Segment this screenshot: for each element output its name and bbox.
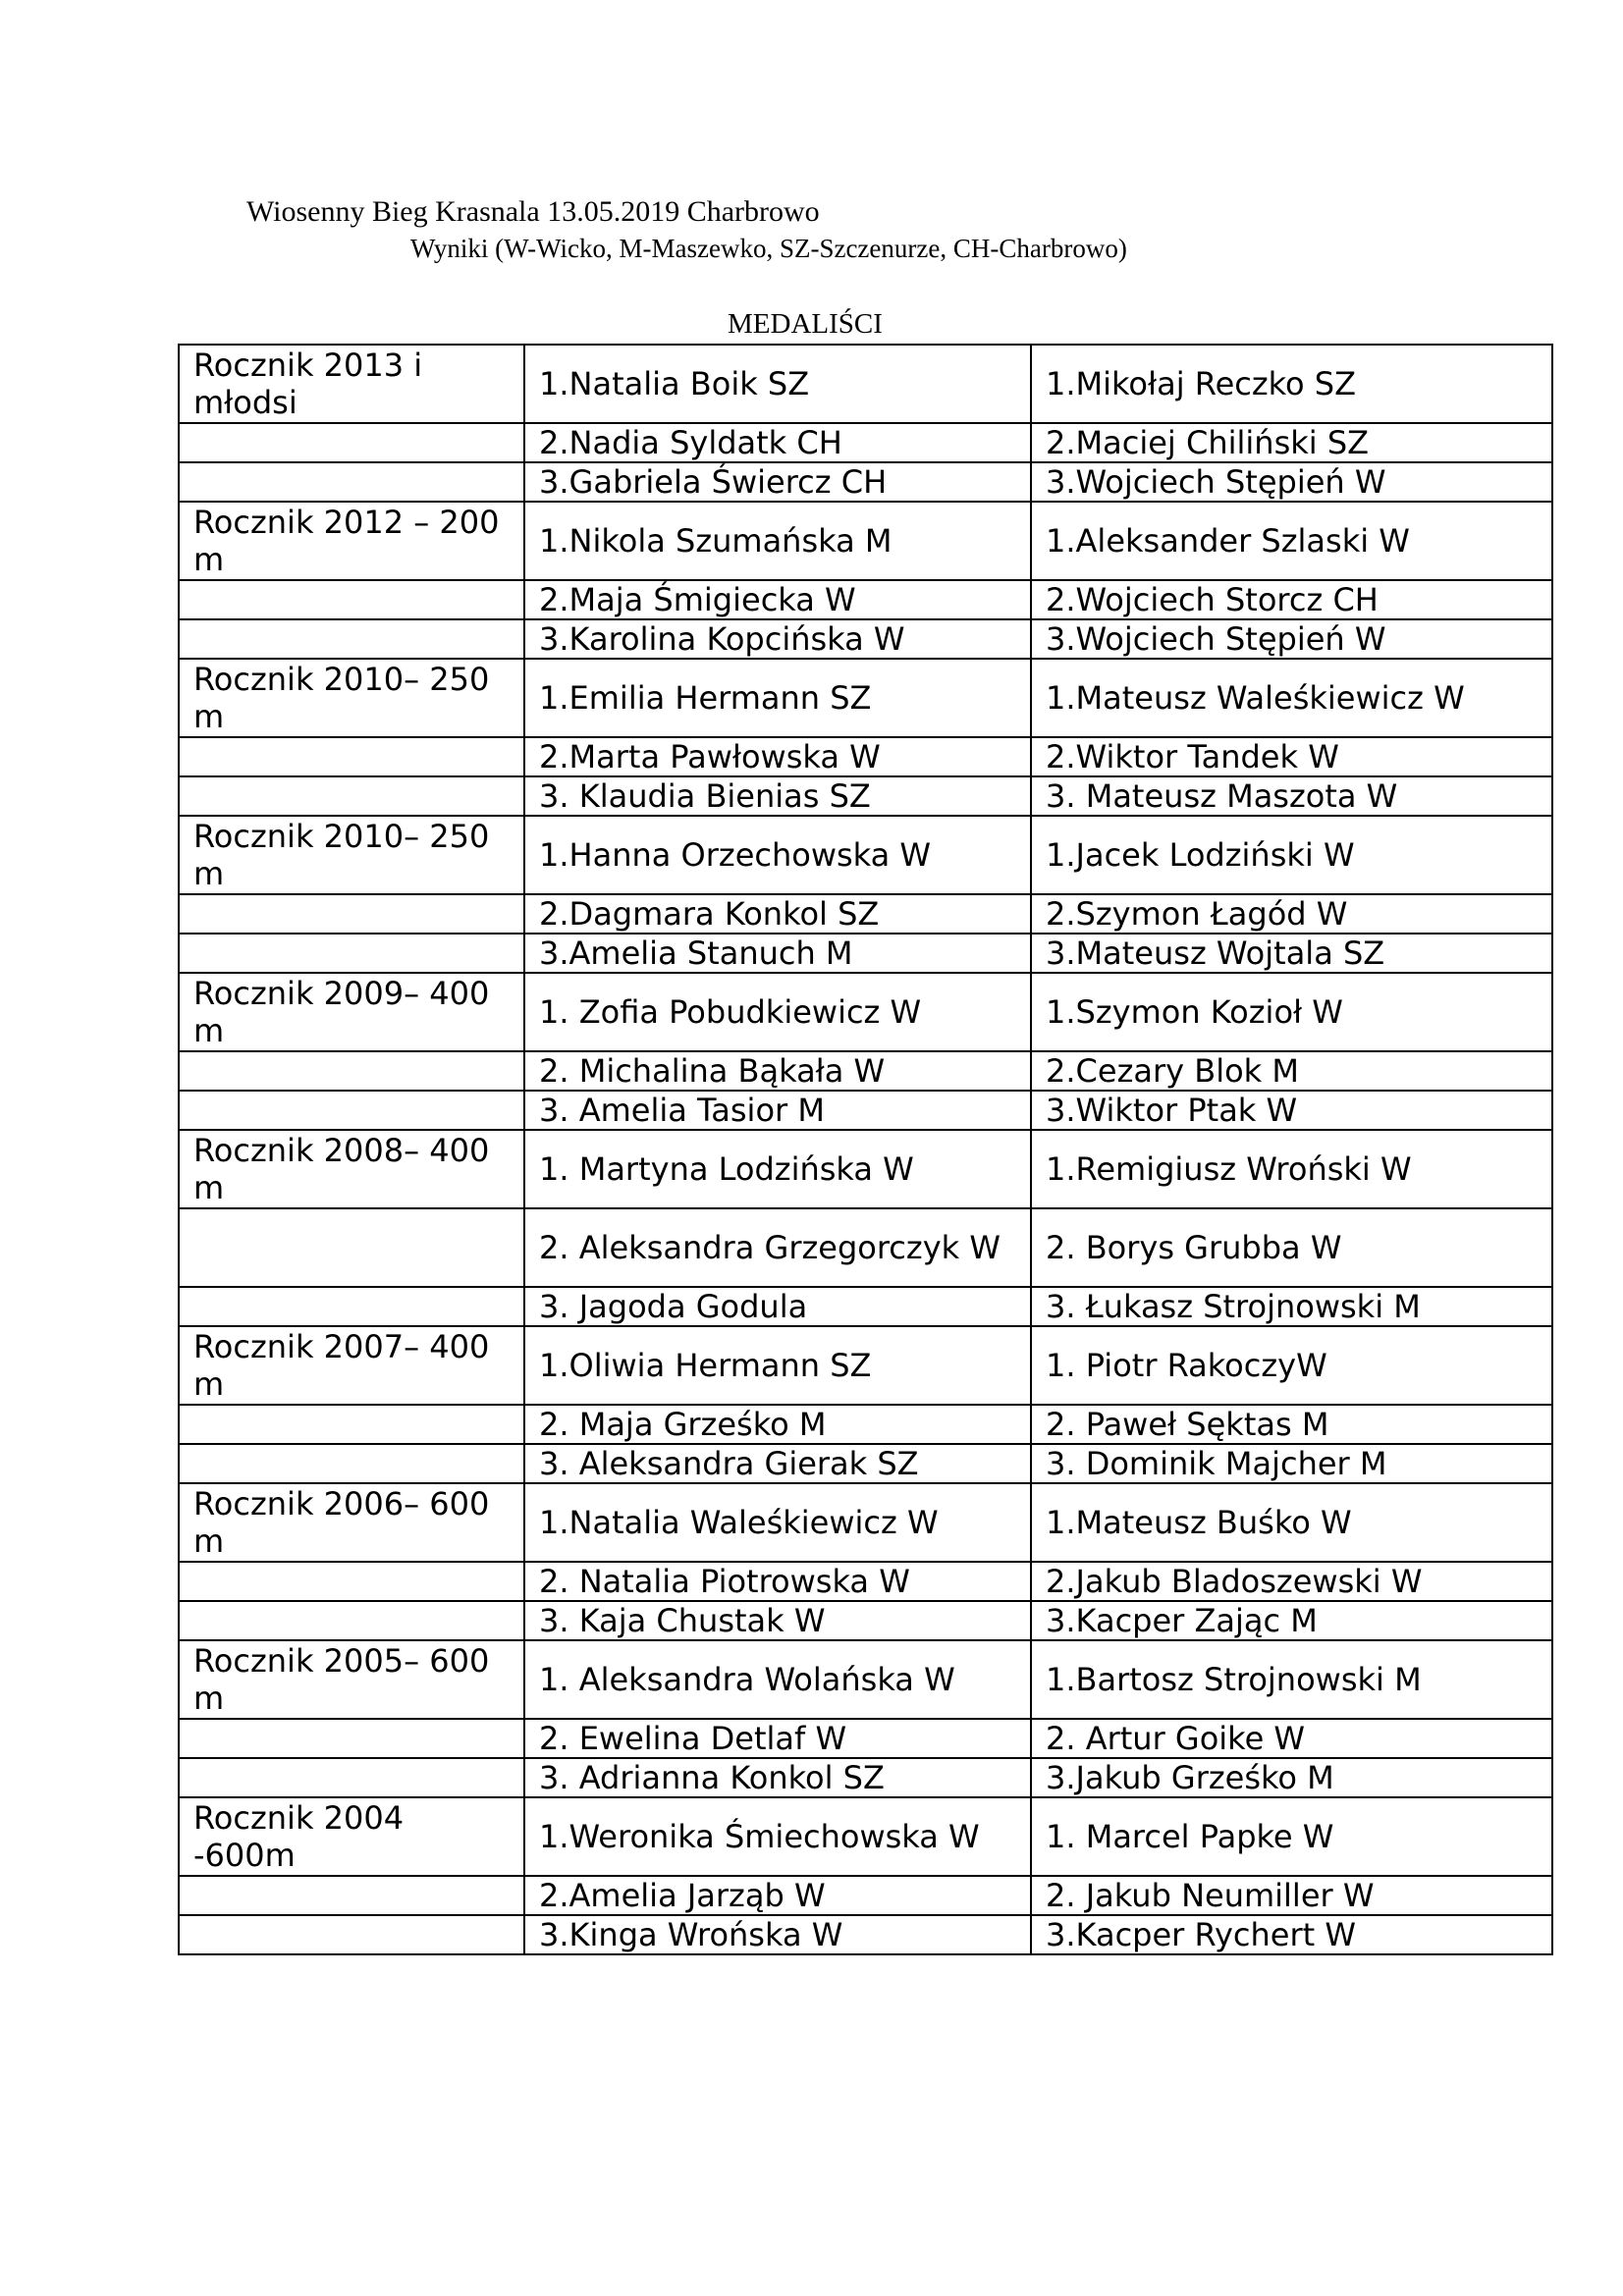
table-row <box>179 1326 1552 1405</box>
girl-medalist-cell: 1.Emilia Hermann SZ <box>524 659 1031 737</box>
empty-category-cell <box>179 1405 524 1444</box>
empty-category-cell <box>179 1091 524 1130</box>
empty-category-cell <box>179 1444 524 1483</box>
girl-medalist-cell: 1.Natalia Waleśkiewicz W <box>524 1483 1031 1562</box>
table-row <box>179 1758 1552 1797</box>
table-row <box>179 345 1552 423</box>
boy-medalist-cell: 2. Paweł Sęktas M <box>1031 1405 1552 1444</box>
empty-category-cell <box>179 1051 524 1091</box>
boy-medalist-cell: 3.Wojciech Stępień W <box>1031 462 1552 502</box>
boy-medalist-cell: 2. Borys Grubba W <box>1031 1208 1552 1287</box>
document-subtitle: Wyniki (W-Wicko, M-Maszewko, SZ-Szczenurze, CH-Charbrowo) <box>410 234 1127 263</box>
category-cell: Rocznik 2013 i młodsi <box>179 345 524 423</box>
boy-medalist-cell: 3.Wojciech Stępień W <box>1031 619 1552 659</box>
boy-medalist-cell: 2.Wiktor Tandek W <box>1031 737 1552 776</box>
document-title: Wiosenny Bieg Krasnala 13.05.2019 Charbrowo <box>246 195 820 228</box>
table-row <box>179 1562 1552 1601</box>
boy-medalist-cell: 3.Jakub Grześko M <box>1031 1758 1552 1797</box>
table-row <box>179 1915 1552 1954</box>
boy-medalist-cell: 2.Wojciech Storcz CH <box>1031 580 1552 619</box>
boy-medalist-cell: 2.Cezary Blok M <box>1031 1051 1552 1091</box>
table-row <box>179 776 1552 816</box>
category-cell: Rocznik 2004 -600m <box>179 1797 524 1876</box>
girl-medalist-cell: 3. Jagoda Godula <box>524 1287 1031 1326</box>
boy-medalist-cell: 3.Wiktor Ptak W <box>1031 1091 1552 1130</box>
girl-medalist-cell: 3.Amelia Stanuch M <box>524 934 1031 973</box>
boy-medalist-cell: 1. Piotr RakoczyW <box>1031 1326 1552 1405</box>
girl-medalist-cell: 1.Nikola Szumańska M <box>524 502 1031 580</box>
table-row <box>179 934 1552 973</box>
girl-medalist-cell: 1.Hanna Orzechowska W <box>524 816 1031 894</box>
boy-medalist-cell: 2.Maciej Chiliński SZ <box>1031 423 1552 462</box>
boy-medalist-cell: 2. Artur Goike W <box>1031 1719 1552 1758</box>
table-caption: MEDALIŚCI <box>728 308 883 340</box>
table-row <box>179 1483 1552 1562</box>
table-row <box>179 659 1552 737</box>
table-row <box>179 1719 1552 1758</box>
girl-medalist-cell: 2. Ewelina Detlaf W <box>524 1719 1031 1758</box>
table-row <box>179 1876 1552 1915</box>
empty-category-cell <box>179 462 524 502</box>
category-cell: Rocznik 2010– 250 m <box>179 659 524 737</box>
girl-medalist-cell: 1. Zofia Pobudkiewicz W <box>524 973 1031 1051</box>
boy-medalist-cell: 1.Aleksander Szlaski W <box>1031 502 1552 580</box>
boy-medalist-cell: 1.Mateusz Buśko W <box>1031 1483 1552 1562</box>
boy-medalist-cell: 2.Jakub Bladoszewski W <box>1031 1562 1552 1601</box>
table-row <box>179 894 1552 934</box>
table-row <box>179 580 1552 619</box>
boy-medalist-cell: 3. Mateusz Maszota W <box>1031 776 1552 816</box>
girl-medalist-cell: 2. Natalia Piotrowska W <box>524 1562 1031 1601</box>
girl-medalist-cell: 2.Nadia Syldatk CH <box>524 423 1031 462</box>
empty-category-cell <box>179 1562 524 1601</box>
table-row <box>179 1601 1552 1640</box>
girl-medalist-cell: 1.Oliwia Hermann SZ <box>524 1326 1031 1405</box>
table-row <box>179 1797 1552 1876</box>
table-row <box>179 1287 1552 1326</box>
empty-category-cell <box>179 423 524 462</box>
medalists-table <box>178 344 1553 1955</box>
girl-medalist-cell: 3.Gabriela Świercz CH <box>524 462 1031 502</box>
boy-medalist-cell: 3.Mateusz Wojtala SZ <box>1031 934 1552 973</box>
empty-category-cell <box>179 1876 524 1915</box>
girl-medalist-cell: 1.Natalia Boik SZ <box>524 345 1031 423</box>
boy-medalist-cell: 1.Remigiusz Wroński W <box>1031 1130 1552 1208</box>
boy-medalist-cell: 2.Szymon Łagód W <box>1031 894 1552 934</box>
table-row <box>179 816 1552 894</box>
table-row <box>179 1130 1552 1208</box>
table-row <box>179 1091 1552 1130</box>
table-row <box>179 619 1552 659</box>
girl-medalist-cell: 2.Amelia Jarząb W <box>524 1876 1031 1915</box>
table-row <box>179 1640 1552 1719</box>
girl-medalist-cell: 2.Maja Śmigiecka W <box>524 580 1031 619</box>
girl-medalist-cell: 2. Aleksandra Grzegorczyk W <box>524 1208 1031 1287</box>
girl-medalist-cell: 3. Aleksandra Gierak SZ <box>524 1444 1031 1483</box>
girl-medalist-cell: 2.Dagmara Konkol SZ <box>524 894 1031 934</box>
empty-category-cell <box>179 737 524 776</box>
girl-medalist-cell: 2. Maja Grześko M <box>524 1405 1031 1444</box>
category-cell: Rocznik 2006– 600 m <box>179 1483 524 1562</box>
girl-medalist-cell: 3. Adrianna Konkol SZ <box>524 1758 1031 1797</box>
girl-medalist-cell: 1.Weronika Śmiechowska W <box>524 1797 1031 1876</box>
empty-category-cell <box>179 776 524 816</box>
boy-medalist-cell: 3. Łukasz Strojnowski M <box>1031 1287 1552 1326</box>
girl-medalist-cell: 1. Martyna Lodzińska W <box>524 1130 1031 1208</box>
girl-medalist-cell: 3. Amelia Tasior M <box>524 1091 1031 1130</box>
empty-category-cell <box>179 1287 524 1326</box>
boy-medalist-cell: 2. Jakub Neumiller W <box>1031 1876 1552 1915</box>
empty-category-cell <box>179 894 524 934</box>
category-cell: Rocznik 2005– 600 m <box>179 1640 524 1719</box>
table-row <box>179 973 1552 1051</box>
girl-medalist-cell: 1. Aleksandra Wolańska W <box>524 1640 1031 1719</box>
boy-medalist-cell: 1.Szymon Kozioł W <box>1031 973 1552 1051</box>
boy-medalist-cell: 3.Kacper Rychert W <box>1031 1915 1552 1954</box>
girl-medalist-cell: 2. Michalina Bąkała W <box>524 1051 1031 1091</box>
category-cell: Rocznik 2010– 250 m <box>179 816 524 894</box>
table-row <box>179 423 1552 462</box>
table-row <box>179 502 1552 580</box>
category-cell: Rocznik 2009– 400 m <box>179 973 524 1051</box>
medalists-table-body <box>179 345 1552 1954</box>
boy-medalist-cell: 3.Kacper Zając M <box>1031 1601 1552 1640</box>
category-cell: Rocznik 2012 – 200 m <box>179 502 524 580</box>
girl-medalist-cell: 3. Klaudia Bienias SZ <box>524 776 1031 816</box>
empty-category-cell <box>179 580 524 619</box>
empty-category-cell <box>179 1915 524 1954</box>
table-row <box>179 1051 1552 1091</box>
boy-medalist-cell: 1.Bartosz Strojnowski M <box>1031 1640 1552 1719</box>
boy-medalist-cell: 3. Dominik Majcher M <box>1031 1444 1552 1483</box>
category-cell: Rocznik 2007– 400 m <box>179 1326 524 1405</box>
boy-medalist-cell: 1. Marcel Papke W <box>1031 1797 1552 1876</box>
boy-medalist-cell: 1.Jacek Lodziński W <box>1031 816 1552 894</box>
boy-medalist-cell: 1.Mateusz Waleśkiewicz W <box>1031 659 1552 737</box>
empty-category-cell <box>179 1208 524 1287</box>
girl-medalist-cell: 3.Karolina Kopcińska W <box>524 619 1031 659</box>
empty-category-cell <box>179 1601 524 1640</box>
empty-category-cell <box>179 1719 524 1758</box>
table-row <box>179 1208 1552 1287</box>
empty-category-cell <box>179 934 524 973</box>
girl-medalist-cell: 3.Kinga Wrońska W <box>524 1915 1031 1954</box>
girl-medalist-cell: 3. Kaja Chustak W <box>524 1601 1031 1640</box>
table-row <box>179 1405 1552 1444</box>
empty-category-cell <box>179 1758 524 1797</box>
table-row <box>179 462 1552 502</box>
category-cell: Rocznik 2008– 400 m <box>179 1130 524 1208</box>
table-row <box>179 1444 1552 1483</box>
empty-category-cell <box>179 619 524 659</box>
girl-medalist-cell: 2.Marta Pawłowska W <box>524 737 1031 776</box>
table-row <box>179 737 1552 776</box>
boy-medalist-cell: 1.Mikołaj Reczko SZ <box>1031 345 1552 423</box>
